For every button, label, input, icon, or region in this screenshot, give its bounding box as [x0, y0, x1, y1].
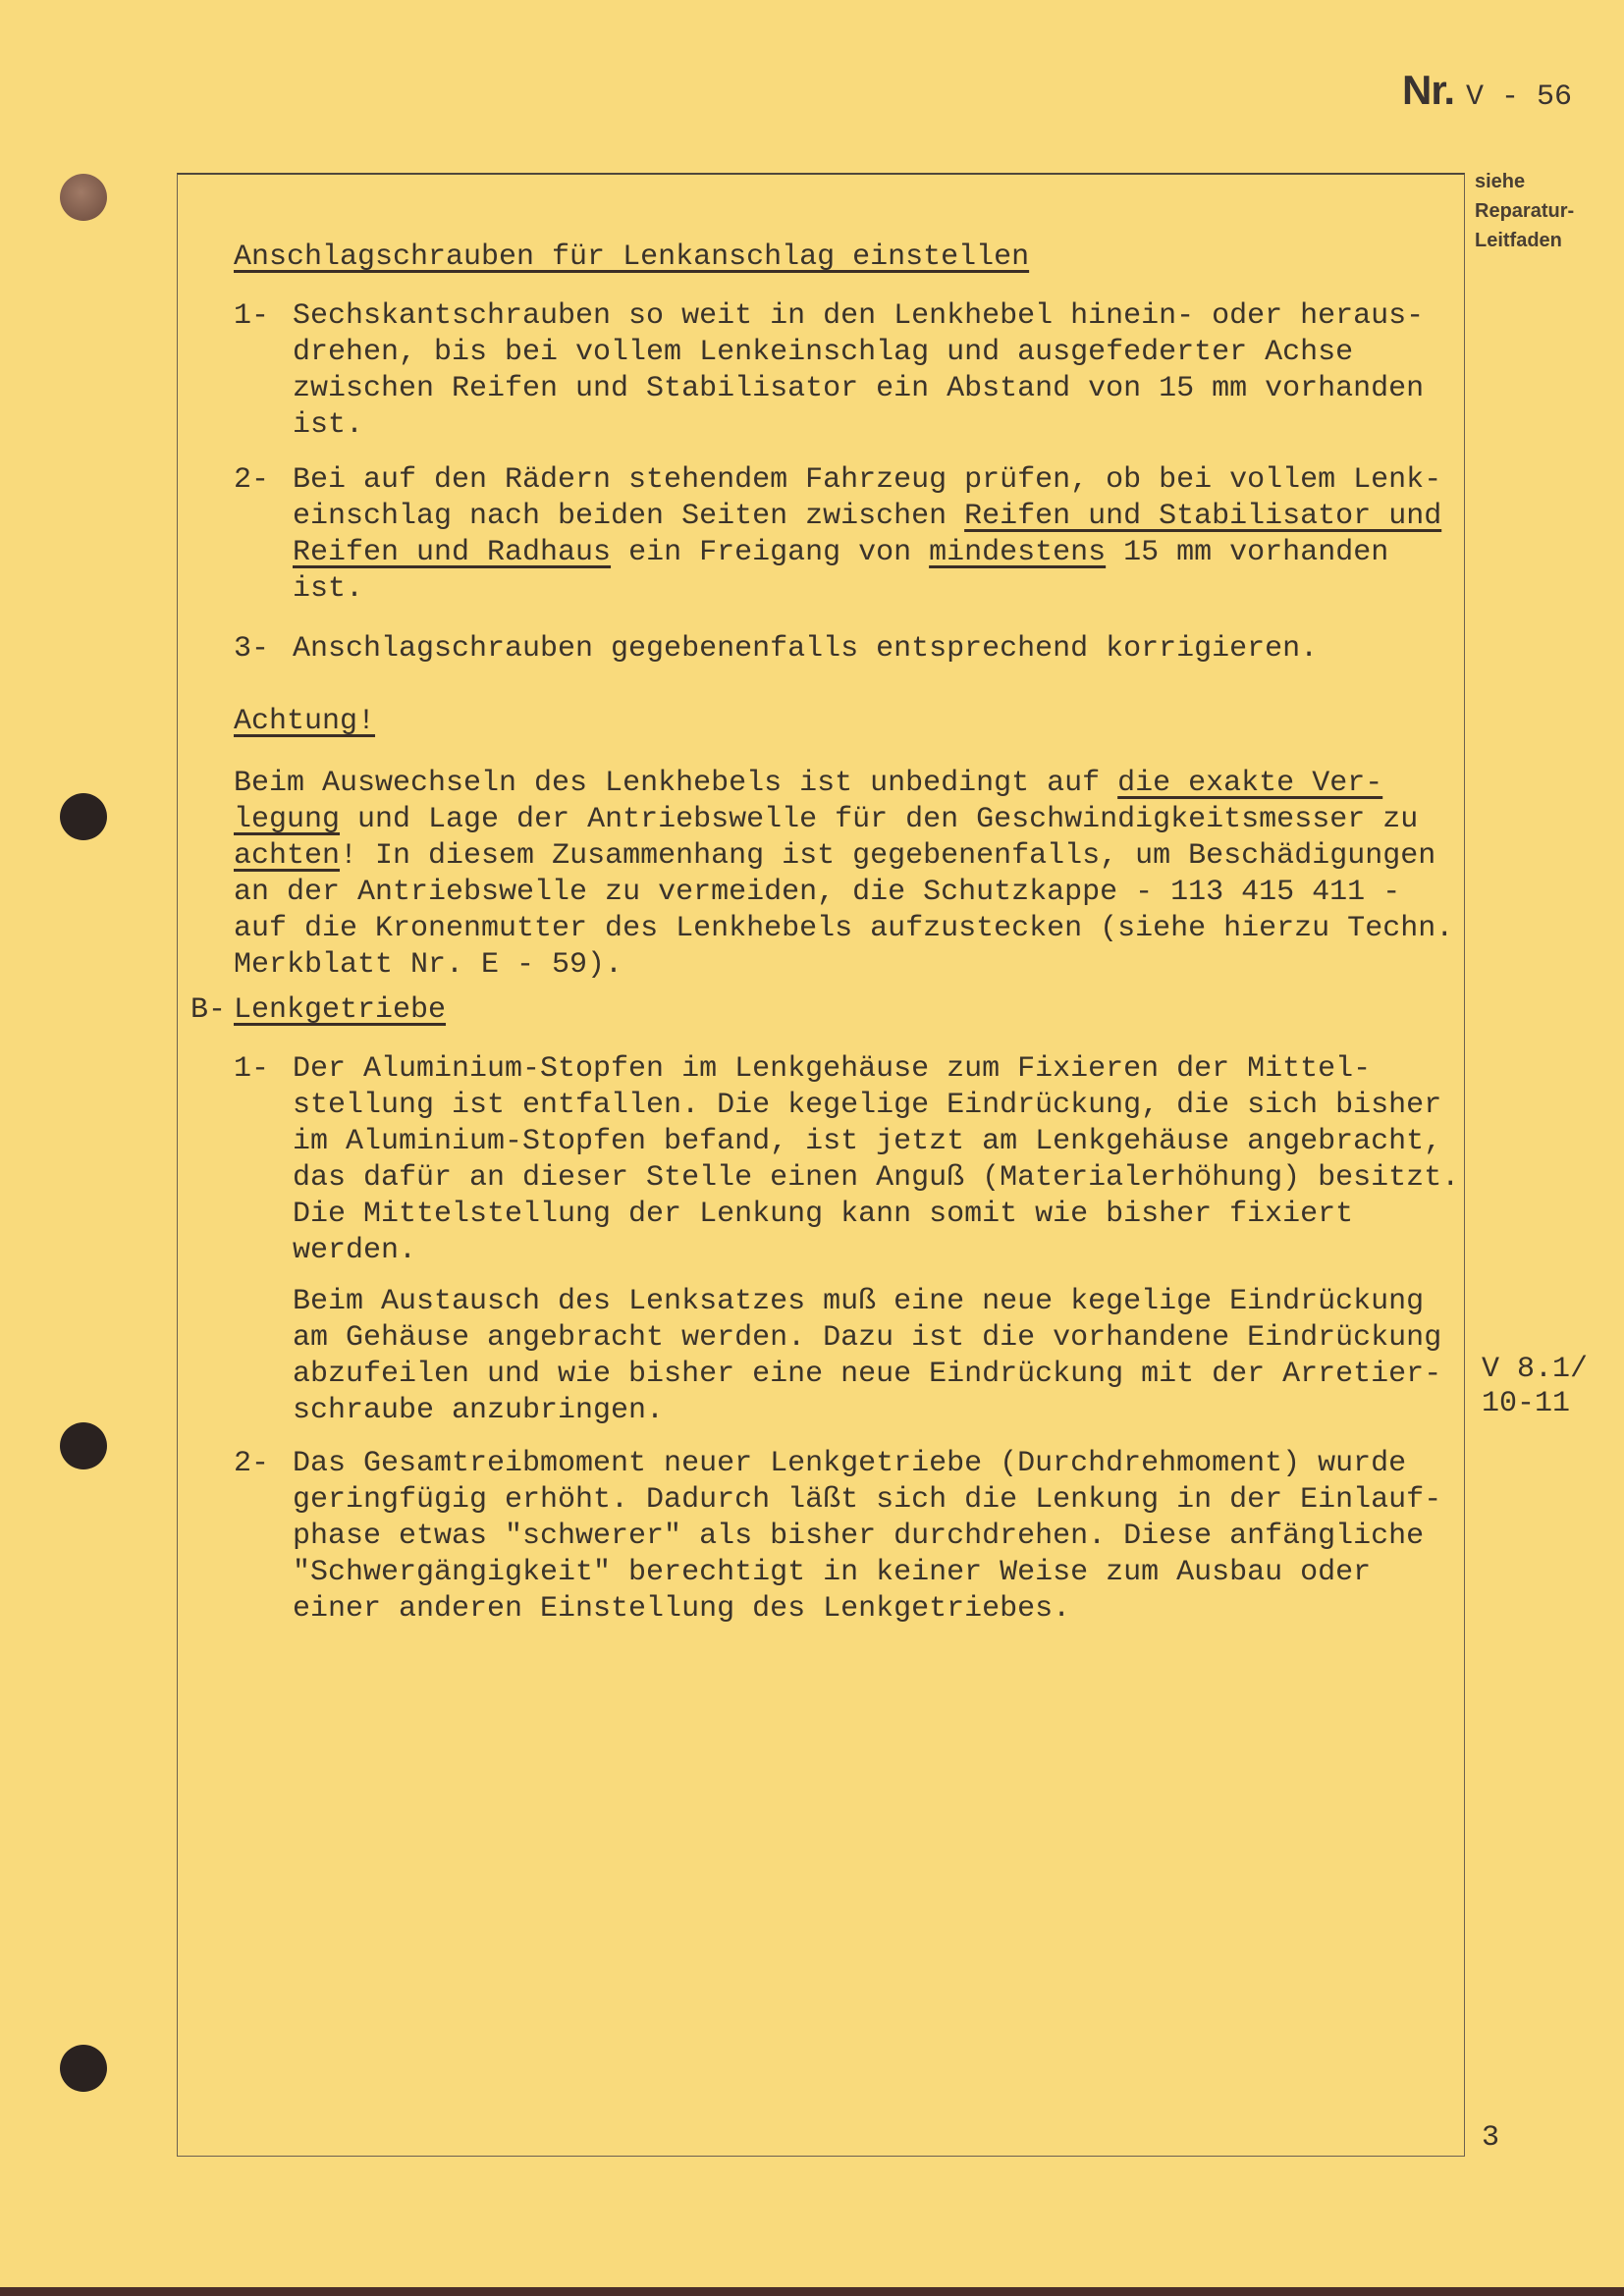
text-segment: ein Freigang von: [611, 536, 930, 569]
item-number: 1-: [234, 299, 270, 333]
text-segment: schraube anzubringen.: [293, 1394, 665, 1427]
text-segment: "Schwergängigkeit" berechtigt in keiner Weise zum Ausbau oder: [293, 1556, 1372, 1589]
text-line: [293, 1446, 1441, 1482]
section-heading: [234, 240, 1029, 276]
text-segment: Die Mittelstellung der Lenkung kann somit wie bisher fixiert: [293, 1198, 1354, 1231]
section-b-title: [234, 992, 446, 1029]
text-segment: im Aluminium-Stopfen befand, ist jetzt am Lenkgehäuse angebracht,: [293, 1125, 1442, 1158]
underlined-text: Achtung!: [234, 705, 376, 738]
text-segment: Sechskantschrauben so weit in den Lenkhebel hinein- oder heraus-: [293, 299, 1425, 333]
item-a2-text: [293, 462, 1441, 608]
punch-hole: [60, 174, 107, 221]
text-line: [293, 1519, 1441, 1555]
text-segment: ist.: [293, 572, 364, 606]
text-line: [293, 1051, 1459, 1088]
nr-label: Nr.: [1402, 67, 1455, 113]
text-line: [293, 371, 1424, 407]
text-segment: einschlag nach beiden Seiten zwischen: [293, 500, 965, 533]
item-number: 1-: [234, 1052, 270, 1086]
section-b-label: B-: [190, 993, 227, 1027]
text-line: [234, 992, 446, 1029]
text-line: [293, 298, 1424, 335]
text-line: [234, 802, 1453, 838]
text-line: [293, 1233, 1459, 1269]
text-line: [234, 766, 1453, 802]
text-line: [293, 1088, 1459, 1124]
text-line: [293, 535, 1441, 571]
text-segment: zwischen Reifen und Stabilisator ein Abstand von 15 mm vorhanden: [293, 372, 1425, 405]
item-a3-text: [293, 631, 1318, 667]
text-line: [293, 462, 1441, 499]
text-line: [234, 875, 1453, 911]
nr-value: V - 56: [1466, 80, 1573, 114]
underlined-text: Reifen und Stabilisator und: [964, 500, 1442, 533]
text-segment: einer anderen Einstellung des Lenkgetriebes.: [293, 1592, 1071, 1626]
achtung-heading: [234, 704, 375, 740]
text-segment: drehen, bis bei vollem Lenkeinschlag und ausgefederter Achse: [293, 336, 1354, 369]
reference-v81: [1482, 1353, 1588, 1421]
text-line: [293, 571, 1441, 608]
text-line: [293, 499, 1441, 535]
text-line: [234, 240, 1029, 276]
text-segment: ist.: [293, 408, 364, 442]
text-segment: geringfügig erhöht. Dadurch läßt sich die Lenkung in der Einlauf-: [293, 1483, 1442, 1517]
item-number: 3-: [234, 632, 270, 666]
text-segment: Der Aluminium-Stopfen im Lenkgehäuse zum Fixieren der Mittel-: [293, 1052, 1372, 1086]
text-line: [234, 838, 1453, 875]
text-line: [293, 407, 1424, 444]
underlined-text: die exakte Ver-: [1117, 767, 1383, 800]
punch-hole: [60, 793, 107, 840]
text-segment: und Lage der Antriebswelle für den Geschwindigkeitsmesser zu: [340, 803, 1419, 836]
text-segment: Merkblatt Nr. E - 59).: [234, 948, 623, 982]
text-line: [234, 947, 1453, 984]
text-segment: auf die Kronenmutter des Lenkhebels aufzustecken (siehe hierzu Techn.: [234, 912, 1454, 945]
text-line: [293, 1555, 1441, 1591]
achtung-body: [234, 766, 1453, 984]
item-b1-paragraph-2: [293, 1284, 1441, 1429]
text-segment: Anschlagschrauben gegebenenfalls entsprechend korrigieren.: [293, 632, 1319, 666]
underlined-text: Lenkgetriebe: [234, 993, 447, 1027]
text-line: [293, 335, 1424, 371]
text-segment: Das Gesamtreibmoment neuer Lenkgetriebe (Durchdrehmoment) wurde: [293, 1447, 1407, 1480]
reference-note: [1475, 167, 1574, 255]
item-b1-text: [293, 1051, 1459, 1269]
scan-edge: [0, 2287, 1624, 2296]
document-number: [1402, 67, 1572, 114]
reference-v81-line: V 8.1/: [1482, 1353, 1589, 1386]
underlined-text: legung: [234, 803, 341, 836]
text-line: [293, 1320, 1441, 1357]
item-number: 2-: [234, 463, 270, 497]
page-number: 3: [1482, 2121, 1500, 2155]
reference-v81-line: 10-11: [1482, 1387, 1571, 1420]
text-line: [293, 631, 1318, 667]
punch-hole: [60, 1422, 107, 1469]
reference-note-line: siehe: [1475, 171, 1526, 192]
reference-note-line: Reparatur-: [1475, 200, 1575, 222]
item-number: 2-: [234, 1447, 270, 1480]
text-line: [293, 1284, 1441, 1320]
text-segment: am Gehäuse angebracht werden. Dazu ist die vorhandene Eindrückung: [293, 1321, 1442, 1355]
text-segment: werden.: [293, 1234, 417, 1267]
text-line: [234, 911, 1453, 947]
text-segment: das dafür an dieser Stelle einen Anguß (Materialerhöhung) besitzt.: [293, 1161, 1460, 1195]
text-line: [293, 1482, 1441, 1519]
text-segment: Beim Austausch des Lenksatzes muß eine neue kegelige Eindrückung: [293, 1285, 1425, 1318]
underlined-text: achten: [234, 839, 341, 873]
text-line: [293, 1160, 1459, 1197]
text-segment: 15 mm vorhanden: [1106, 536, 1389, 569]
text-segment: abzufeilen und wie bisher eine neue Eindrückung mit der Arretier-: [293, 1358, 1442, 1391]
text-line: [293, 1124, 1459, 1160]
reference-note-line: Leitfaden: [1475, 230, 1562, 251]
item-b2-text: [293, 1446, 1441, 1628]
underlined-text: Reifen und Radhaus: [293, 536, 612, 569]
text-line: [293, 1357, 1441, 1393]
text-line: [293, 1591, 1441, 1628]
text-segment: Beim Auswechseln des Lenkhebels ist unbedingt auf: [234, 767, 1118, 800]
text-segment: an der Antriebswelle zu vermeiden, die Schutzkappe - 113 415 411 -: [234, 876, 1401, 909]
text-segment: ! In diesem Zusammenhang ist gegebenenfalls, um Beschädigungen: [340, 839, 1436, 873]
text-line: [293, 1197, 1459, 1233]
text-segment: stellung ist entfallen. Die kegelige Eindrückung, die sich bisher: [293, 1089, 1442, 1122]
underlined-text: Anschlagschrauben für Lenkanschlag einstellen: [234, 240, 1030, 274]
item-a1-text: [293, 298, 1424, 444]
text-segment: Bei auf den Rädern stehendem Fahrzeug prüfen, ob bei vollem Lenk-: [293, 463, 1442, 497]
underlined-text: mindestens: [929, 536, 1107, 569]
punch-hole: [60, 2045, 107, 2092]
text-line: [234, 704, 375, 740]
text-segment: phase etwas "schwerer" als bisher durchdrehen. Diese anfängliche: [293, 1520, 1425, 1553]
text-line: [293, 1393, 1441, 1429]
